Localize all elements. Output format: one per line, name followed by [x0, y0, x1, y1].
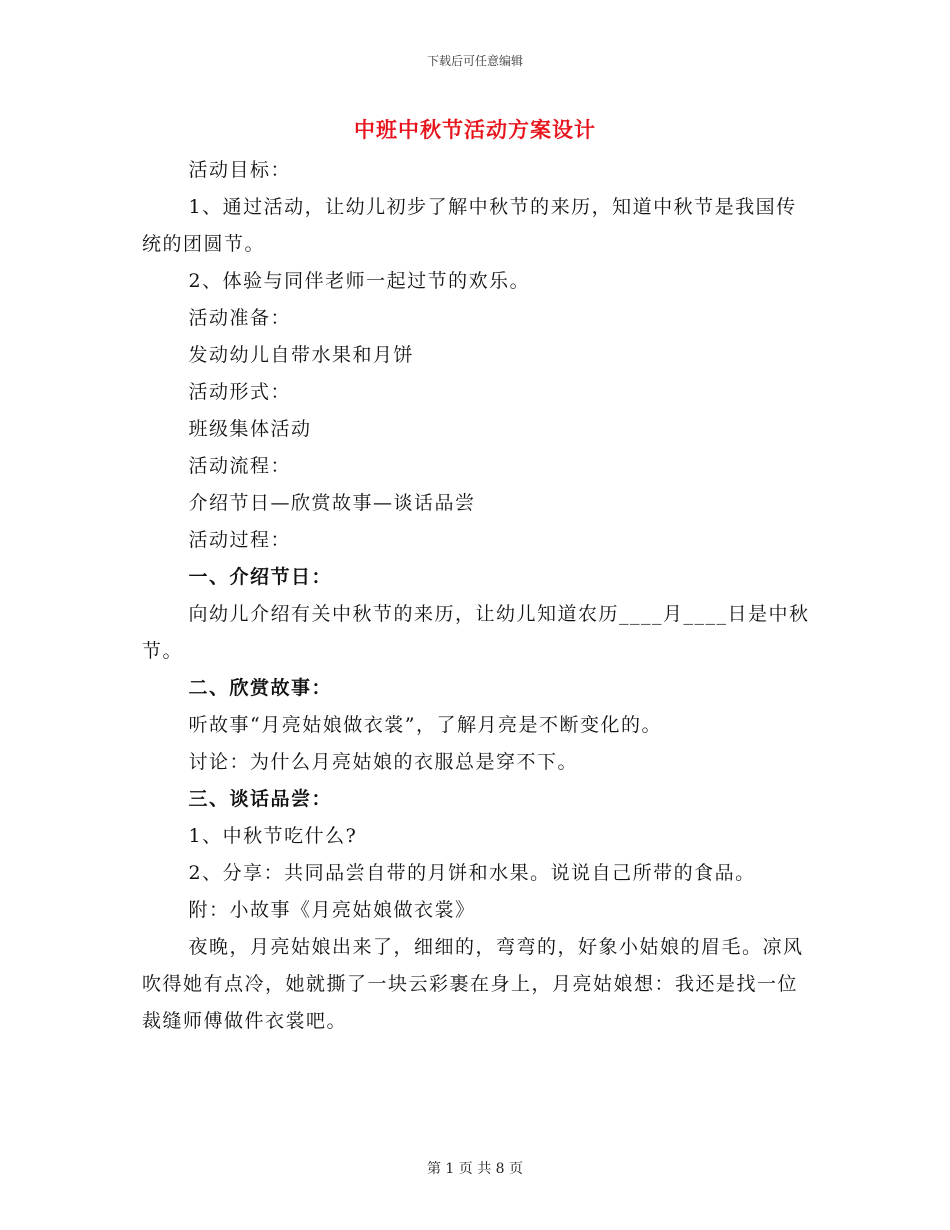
section-heading: 三、谈话品尝： — [188, 788, 333, 810]
page-footer: 第 1 页 共 8 页 — [426, 1161, 524, 1177]
section-label: 活动目标： — [188, 159, 292, 181]
document-body — [142, 152, 810, 1040]
section-heading: 二、欣赏故事： — [188, 677, 333, 699]
section-label: 活动流程： — [188, 455, 292, 477]
paragraph: 介绍节日—欣赏故事—谈话品尝 — [188, 492, 476, 514]
paragraph: 班级集体活动 — [188, 418, 312, 440]
paragraph: 听故事“月亮姑娘做衣裳”，了解月亮是不断变化的。 — [188, 714, 662, 736]
paragraph: 1、中秋节吃什么? — [188, 825, 358, 847]
document-title: 中班中秋节活动方案设计 — [354, 117, 596, 142]
header-note: 下载后可任意编辑 — [426, 54, 523, 68]
paragraph: 讨论：为什么月亮姑娘的衣服总是穿不下。 — [188, 751, 579, 773]
section-heading: 一、介绍节日： — [188, 566, 333, 588]
section-label: 活动过程： — [188, 529, 292, 551]
section-label: 活动准备： — [188, 307, 292, 329]
paragraph: 发动幼儿自带水果和月饼 — [188, 344, 415, 366]
paragraph: 向幼儿介绍有关中秋节的来历，让幼儿知道农历____月____日是中秋节。 — [142, 603, 810, 662]
paragraph: 1、通过活动，让幼儿初步了解中秋节的来历，知道中秋节是我国传统的团圆节。 — [142, 196, 797, 255]
paragraph: 夜晚，月亮姑娘出来了，细细的，弯弯的，好象小姑娘的眉毛。凉风吹得她有点冷，她就撕了一块云彩裹在身上，月亮姑娘想：我还是找一位裁缝师傅做件衣裳吧。 — [142, 936, 804, 1032]
section-label: 活动形式： — [188, 381, 292, 403]
paragraph: 2、体验与同伴老师一起过节的欢乐。 — [188, 270, 531, 292]
paragraph: 附：小故事《月亮姑娘做衣裳》 — [188, 899, 476, 921]
paragraph: 2、分享：共同品尝自带的月饼和水果。说说自己所带的食品。 — [188, 862, 756, 884]
